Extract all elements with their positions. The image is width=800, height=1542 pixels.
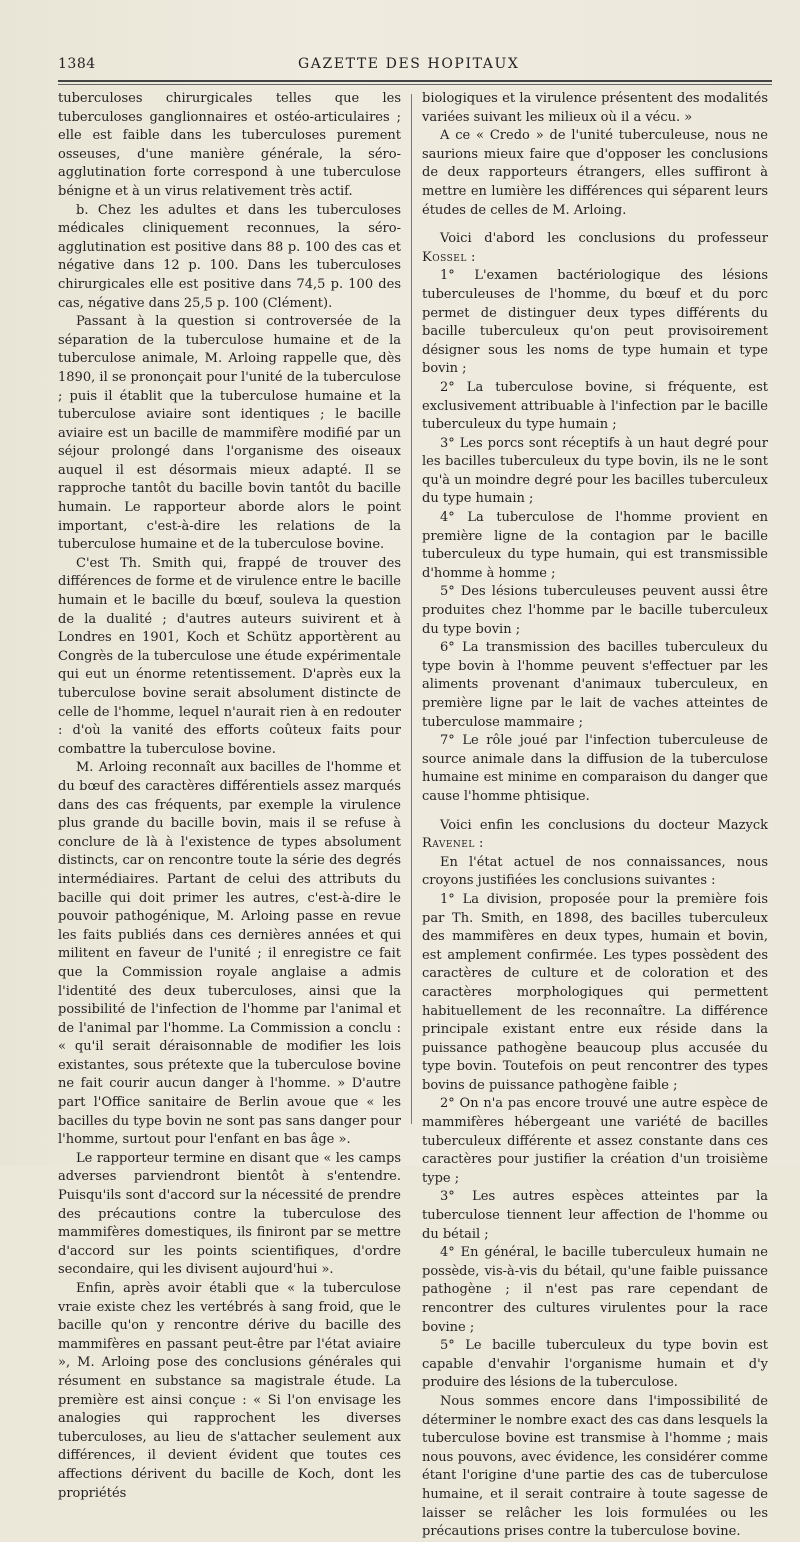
kossel-point: 7° Le rôle joué par l'infection tuberculeuse de source animale dans la diffusion de la tuberculose humaine est minime en comparaison du danger que cause l'homme phtisique.	[422, 733, 768, 804]
paragraph: En l'état actuel de nos connaissances, nous croyons justifiées les conclusions suivantes :	[422, 854, 768, 889]
page-number: 1384	[58, 56, 96, 72]
closing-paragraph: Nous sommes encore dans l'impossibilité de déterminer le nombre exact des cas dans lesquels la tuberculose bovine est transmise à l'homme ; mais nous pouvons, avec évidence, les considérer comme étant l'origine d'une partie des cas de tuberculose humaine, et il serait contraire à toute sagesse de laisser se relâcher les lois formulées ou les précautions prises contre la tuberculose bovine.	[422, 1393, 769, 1540]
ravenel-heading-text: Voici enfin les conclusions du docteur Mazyck	[440, 817, 768, 833]
paragraph: tuberculoses chirurgicales telles que les tuberculoses ganglionnaires et ostéo-articulaires ; elle est faible dans les tuberculoses purement osseuses, d'une manière générale, la séro-agglutination forte correspond à une tuberculose bénigne et à un virus relativement très actif.	[58, 91, 401, 199]
kossel-point: 5° Des lésions tuberculeuses peuvent aussi être produites chez l'homme par le bacille tuberculeux du type bovin ;	[422, 584, 768, 637]
ravenel-point: 4° En général, le bacille tuberculeux humain ne possède, vis-à-vis du bétail, qu'une faible puissance pathogène ; il n'est pas rare cependant de rencontrer des cultures virulentes pour la race bovine ;	[422, 1245, 768, 1335]
ravenel-heading-end: :	[474, 836, 484, 852]
kossel-point: 4° La tuberculose de l'homme provient en première ligne de la contagion par le bacille tuberculeux du type humain, qui est transmissible d'homme à homme ;	[422, 510, 768, 581]
kossel-point: 1° L'examen bactériologique des lésions tuberculeuses de l'homme, du bœuf et du porc permet de distinguer deux types différents du bacille tuberculeux qu'on peut provisoirement désigner sous les noms de type humain et type bovin ;	[422, 268, 768, 377]
kossel-point: 3° Les porcs sont réceptifs à un haut degré pour les bacilles tuberculeux du type bovin, ils ne le sont qu'à un moindre degré pour les bacilles tuberculeux du type humain ;	[422, 435, 768, 507]
paragraph: M. Arloing reconnaît aux bacilles de l'homme et du bœuf des caractères différentiels assez marqués dans des cas fréquents, par exemple la virulence plus grande du bacille bovin, mais il se refuse à conclure de là à l'existence de types absolument distincts, car on rencontre toute la série des degrés intermédiaires. Partant de celui des attributs du bacille qui doit primer les autres, c'est-à-dire le pouvoir pathogénique, M. Arloing passe en revue les faits publiés dans ces dernières années et qui militent en faveur de l'unité ; il enregistre ce fait que la Commission royale anglaise a admis l'identité des deux tuberculoses, ainsi que la possibilité de l'infection de l'homme par l'animal et de l'animal par l'homme. La Commission a conclu : « qu'il serait déraisonnable de modifier les lois existantes, sous prétexte que la tuberculose bovine ne fait courir aucun danger à l'homme. » D'autre part l'Office sanitaire de Berlin avoue que « les bacilles du type bovin ne sont pas sans danger pour l'homme, surtout pour l'enfant en bas âge ».	[58, 760, 401, 1148]
kossel-heading-text: Voici d'abord les conclusions du professeur	[440, 231, 768, 247]
kossel-heading	[422, 230, 768, 267]
ravenel-point: 5° Le bacille tuberculeux du type bovin est capable d'envahir l'organisme humain et d'y produire des lésions de la tuberculose.	[422, 1338, 768, 1391]
ravenel-heading	[422, 817, 768, 854]
paragraph: A ce « Credo » de l'unité tuberculeuse, nous ne saurions mieux faire que d'opposer les conclusions de deux rapporteurs étrangers, elles suffiront à mettre en lumière les différences qui séparent leurs études de celles de M. Arloing.	[422, 128, 768, 218]
header-rule-thin	[58, 84, 772, 85]
left-column	[58, 90, 401, 1503]
author-name-ravenel: Ravenel	[422, 836, 475, 852]
kossel-heading-end: :	[466, 249, 476, 265]
paragraph: Enfin, après avoir établi que « la tuberculose vraie existe chez les vertébrés à sang froid, que le bacille qu'on y rencontre dérive du bacille des mammifères en passant peut-être par l'état aviaire », M. Arloing pose des conclusions générales qui résument en substance sa magistrale étude. La première est ainsi conçue : « Si l'on envisage les analogies qui rapprochent les diverses tuberculoses, au lieu de s'attacher seulement aux différences, il devient évident que toutes ces affections dérivent du bacille de Koch, dont les propriétés	[58, 1281, 401, 1501]
kossel-point: 2° La tuberculose bovine, si fréquente, est exclusivement attribuable à l'infection par le bacille tuberculeux du type humain ;	[422, 379, 768, 433]
paragraph: Passant à la question si controversée de la séparation de la tuberculose humaine et de la tuberculose animale, M. Arloing rappelle que, dès 1890, il se prononçait pour l'unité de la tuberculose ; puis il établit que la tuberculose humaine et la tuberculose aviaire sont identiques ; le bacille aviaire est un bacille de mammifère modifié par un séjour prolongé dans l'organisme des oiseaux auquel il est désormais mieux adapté. Il se rapproche tantôt du bacille bovin tantôt du bacille humain. Le rapporteur aborde alors le point important, c'est-à-dire les relations de la tuberculose humaine et de la tuberculose bovine.	[58, 314, 401, 553]
journal-title: GAZETTE DES HOPITAUX	[298, 56, 520, 72]
ravenel-point: 3° Les autres espèces atteintes par la tuberculose tiennent leur affection de l'homme ou du bétail ;	[422, 1189, 768, 1242]
right-column	[422, 90, 768, 1542]
column-divider	[411, 94, 412, 1124]
paragraph: b. Chez les adultes et dans les tuberculoses médicales cliniquement reconnues, la séro-agglutination est positive dans 88 p. 100 des cas et négative dans 12 p. 100. Dans les tuberculoses chirurgicales elle est positive dans 74,5 p. 100 des cas, négative dans 25,5 p. 100 (Clément).	[58, 202, 401, 311]
author-name-kossel: Kossel	[422, 249, 467, 265]
kossel-point: 6° La transmission des bacilles tuberculeux du type bovin à l'homme peuvent s'effectuer par les aliments provenant d'animaux tuberculeux, en première ligne par le lait de vaches atteintes de tuberculose mammaire ;	[422, 640, 768, 730]
paragraph: biologiques et la virulence présentent des modalités variées suivant les milieux où il a vécu. »	[422, 91, 768, 125]
ravenel-point: 1° La division, proposée pour la première fois par Th. Smith, en 1898, des bacilles tuberculeux des mammifères en deux types, humain et bovin, est amplement confirmée. Les types possèdent des caractères de culture et de coloration et des caractères morphologiques qui permettent habituellement de les reconnaître. La différence principale existant entre eux réside dans la puissance pathogène beaucoup plus accusée du type bovin. Toutefois on peut rencontrer des types bovins de puissance pathogène faible ;	[422, 891, 768, 1093]
header-rule	[58, 80, 772, 82]
page-header	[58, 56, 770, 76]
paragraph: Le rapporteur termine en disant que « les camps adverses parviendront bientôt à s'entendre. Puisqu'ils sont d'accord sur la nécessité de prendre des précautions contre la tuberculose des mammifères domestiques, ils finiront par se mettre d'accord sur les points scientifiques, d'ordre secondaire, qui les divisent aujourd'hui ».	[58, 1150, 401, 1278]
paragraph: C'est Th. Smith qui, frappé de trouver des différences de forme et de virulence entre le bacille humain et le bacille du bœuf, souleva la question de la dualité ; d'autres auteurs suivirent et à Londres en 1901, Koch et Schütz apportèrent au Congrès de la tuberculose une étude expérimentale qui eut un énorme retentissement. D'après eux la tuberculose bovine serait absolument distincte de celle de l'homme, lequel n'aurait rien à en redouter : d'où la vanité des efforts coûteux faits pour combattre la tuberculose bovine.	[58, 555, 401, 757]
ravenel-point: 2° On n'a pas encore trouvé une autre espèce de mammifères hébergeant une variété de bacilles tuberculeux différente et assez constante dans ces caractères pour justifier la création d'un troisième type ;	[422, 1096, 768, 1186]
